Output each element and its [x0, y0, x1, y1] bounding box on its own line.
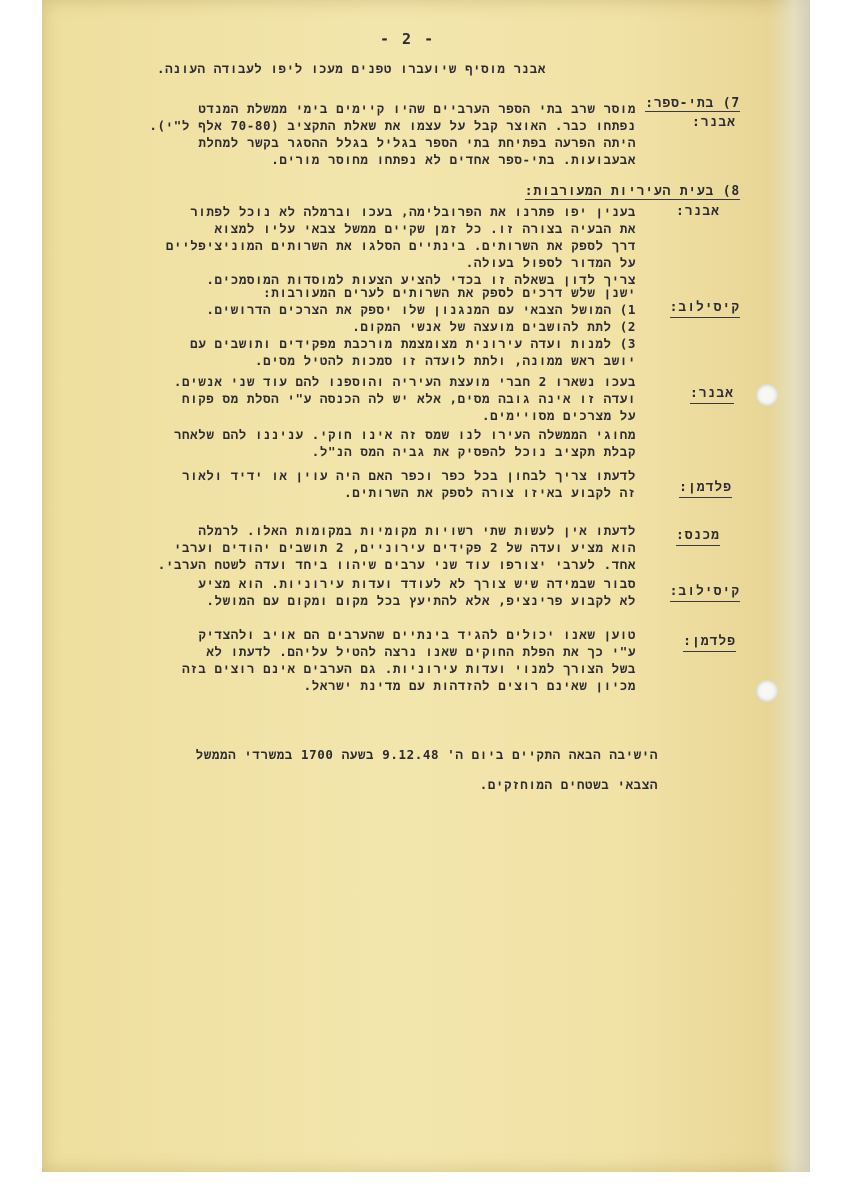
f1-line-1: לדעתו צריך לבחון בכל כפר וכפר האם היה עוין או ידיד ולאור [182, 468, 636, 483]
section-8-header: 8) בעית העיריות המעורבות: [524, 184, 740, 199]
s8-line-3: דרך לספק את השרותים. בינתיים הסלגו את השרותים המוניציפליים [165, 238, 636, 253]
intro-line: אבנר מוסיף שיועברו טפנים מעכו ליפו לעבודה העונה. [156, 61, 546, 76]
k1-line-5: יושב ראש ממונה, ולתת לועדה זו סמכות להטיל מסים. [254, 353, 636, 368]
speaker-machnes: מכנס: [676, 528, 720, 546]
k1-line-3: 2) לתת להושבים מועצה של אנשי המקום. [352, 319, 636, 334]
s8-line-2: את הבעיה בצורה זו. כל זמן שקיים ממשל צבאי עליו למצוא [214, 221, 636, 236]
m-line-2: הוא מציע ועדה של 2 פקידים עירוניים, 2 תושבים יהודים וערבי [173, 540, 636, 555]
speaker-avner: אבנר: [690, 386, 734, 404]
s8-line-5: צריך לדון בשאלה זו בכדי להציע הצעות למוסדות המוסמכים. [206, 272, 636, 287]
speaker-feldman: פלדמן: [679, 480, 732, 498]
page-number: - 2 - [380, 30, 436, 48]
f2-line-4: מכיון שאינם רוצים להזדהות עם מדינת ישראל. [303, 678, 636, 693]
f1-line-2: זה לקבוע באיזו צורה לספק את השרותים. [344, 485, 636, 500]
a2-line-1: בעכו נשארו 2 חברי מועצת העיריה והוספנו להם עוד שני אנשים. [173, 374, 636, 389]
s7-line-4: אבעבועות. בתי-ספר אחדים לא נפתחו מחוסר מורים. [271, 152, 636, 167]
k1-line-1: ישנן שלש דרכים לספק את השרותים לערים המעורבות: [263, 285, 636, 300]
k1-line-4: 3) למנות ועדה עירונית מצומצמת מורכבת מפקידים ותושבים עם [190, 336, 636, 351]
a2-line-4: מחוגי הממשלה העירו לנו שמס זה אינו חוקי. עניננו להם שלאחר [173, 427, 636, 442]
s8-line-4: על המדור לספול בעולה. [465, 255, 636, 270]
a2-line-5: קבלת תקציב נוכל להפסיק את גביה המס הנ"ל. [311, 444, 636, 459]
speaker-avner: אבנר: [675, 204, 720, 219]
s7-line-3: היתה הפרעה בפתיחת בתי הספר בגליל בגלל ההסגר בקשר למחלת [198, 135, 636, 150]
speaker-kisilov: קיסילוב: [670, 584, 740, 602]
binder-hole-bottom [756, 680, 778, 702]
k1-line-2: 1) המושל הצבאי עם המנגנון שלו יספק את הצרכים הדרושים. [206, 302, 636, 317]
speaker-avner: אבנר: [691, 115, 736, 130]
s7-line-2: נפתחו כבר. האוצר קבל על עצמו את שאלת התקציב (70-80 אלף ל"י). [149, 118, 636, 133]
s7-line-1: מוסר שרב בתי הספר הערביים שהיו קיימים בימי ממשלת המנדט [198, 101, 636, 116]
m-line-3: אחד. לערבי יצורפו עוד שני ערבים שיהוו ביחד ועדה לשטח הערבי. [157, 557, 636, 572]
f2-line-3: בשל הצורך למנוי ועדות עירוניות. גם הערבים אינם רוצים בזה [182, 661, 636, 676]
speaker-feldman: פלדמן: [683, 634, 736, 652]
k2-line-1: סבור שבמידה שיש צורך לא לעודד ועדות עירוניות. הוא מציע [198, 576, 636, 591]
section-7-header: 7) בתי-ספר: [645, 96, 740, 111]
a2-line-2: ועדה זו אינה גובה מסים, אלא יש לה הכנסה ע"י הסלת מס פקוח [181, 391, 636, 406]
closing-line-2: הצבאי בשטחים המוחזקים. [479, 777, 658, 792]
s8-line-1: בענין יפו פתרנו את הפרובלימה, בעכו וברמלה לא נוכל לפתור [190, 204, 636, 219]
f2-line-1: טוען שאנו יכולים להגיד בינתיים שהערבים הם אויב ולהצדיק [198, 627, 636, 642]
f2-line-2: ע"י כך את הפלת החוקים שאנו נרצה להטיל עליהם. לדעתו לא [206, 644, 636, 659]
a2-line-3: על מצרכים מסויימים. [482, 408, 636, 423]
binder-hole-top [756, 384, 778, 406]
k2-line-2: לא לקבוע פרינציפ, אלא להתיעץ בכל מקום ומקום עם המושל. [206, 593, 636, 608]
m-line-1: לדעתו אין לעשות שתי רשויות מקומיות במקומות האלו. לרמלה [198, 523, 636, 538]
closing-line-1: הישיבה הבאה התקיים ביום ה' 9.12.48 בשעה 1700 במשרדי הממשל [195, 747, 658, 762]
speaker-kisilov: קיסילוב: [670, 300, 740, 318]
